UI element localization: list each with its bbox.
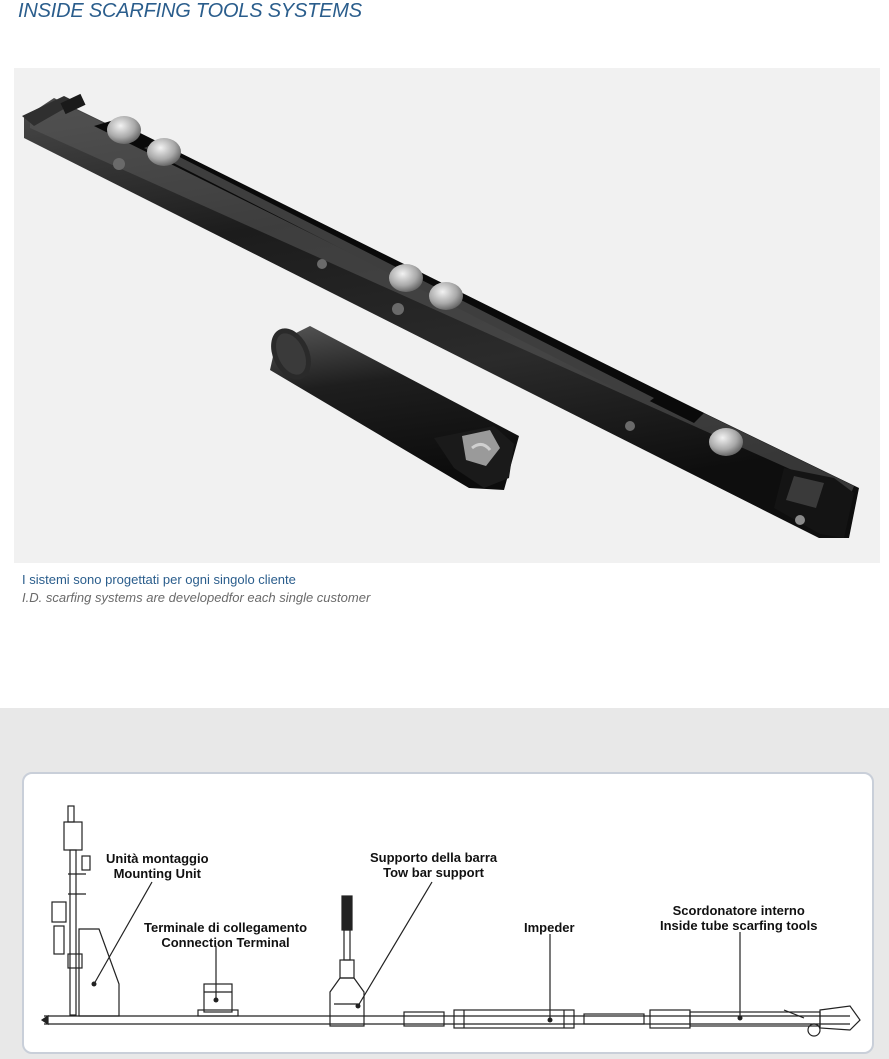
label-scarfing-tools: Scordonatore interno Inside tube scarfing tools bbox=[660, 903, 818, 933]
caption-italian: I sistemi sono progettati per ogni singolo cliente bbox=[22, 572, 296, 587]
impeder-drawing bbox=[404, 1010, 644, 1028]
label-impeder: Impeder bbox=[524, 920, 575, 935]
page-title: INSIDE SCARFING TOOLS SYSTEMS bbox=[18, 0, 362, 22]
mounting-unit-drawing bbox=[52, 806, 119, 1016]
label-connection-terminal: Terminale di collegamento Connection Terminal bbox=[144, 920, 308, 950]
label-mounting-unit: Unità montaggio Mounting Unit bbox=[106, 851, 209, 881]
caption-english: I.D. scarfing systems are developedfor each single customer bbox=[22, 590, 371, 605]
system-diagram bbox=[22, 772, 874, 1054]
tow-bar-drawing bbox=[42, 1016, 850, 1024]
scarfing-tool-drawing bbox=[650, 1006, 860, 1036]
label-tow-bar-support: Supporto della barra Tow bar support bbox=[370, 850, 498, 880]
scarfing-rod bbox=[22, 94, 859, 538]
product-photo bbox=[14, 68, 880, 563]
